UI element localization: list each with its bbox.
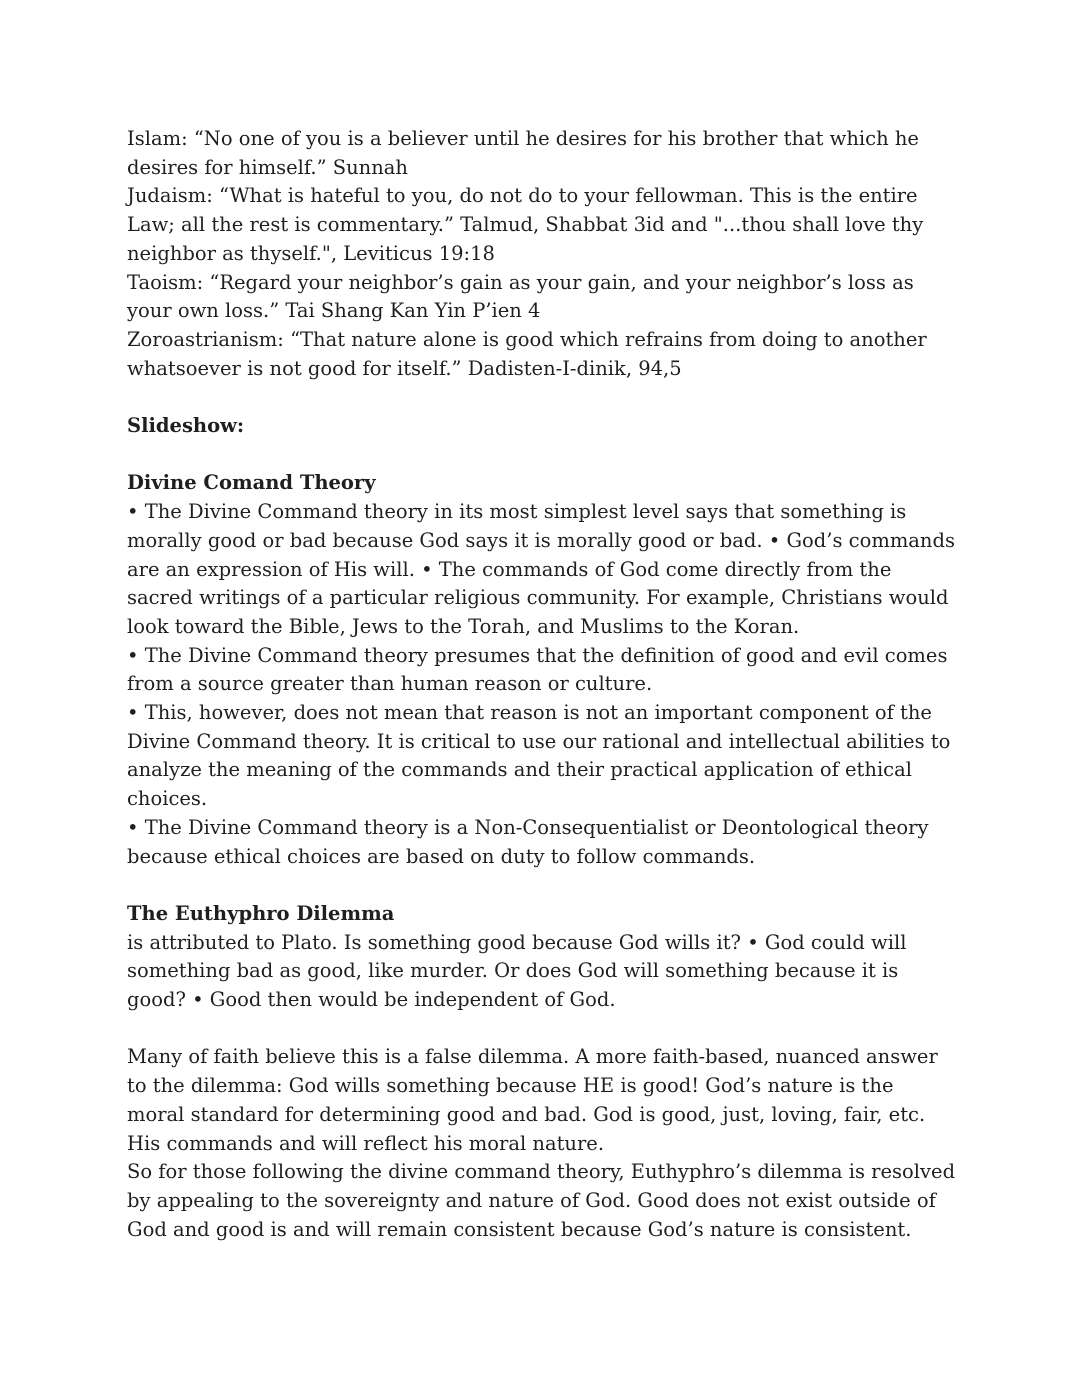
euthyphro-intro: is attributed to Plato. Is something good because God wills it? • God could will something bad as good, like murder. Or does God will something because it is good? • Good then would be independent of God. bbox=[127, 930, 907, 1012]
spacer bbox=[127, 1015, 957, 1044]
spacer bbox=[127, 383, 957, 412]
spacer bbox=[127, 871, 957, 900]
divine-command-heading: Divine Comand Theory bbox=[127, 471, 376, 495]
document-page bbox=[127, 125, 957, 1244]
quote-zoroastrianism: Zoroastrianism: “That nature alone is good which refrains from doing to another whatsoever is not good for itself.” Dadisten-I-dinik, 94,5 bbox=[127, 327, 927, 380]
quote-taoism: Taoism: “Regard your neighbor’s gain as your gain, and your neighbor’s loss as your own loss.” Tai Shang Kan Yin P’ien 4 bbox=[127, 270, 914, 323]
divine-command-paragraph: • The Divine Command theory presumes that the definition of good and evil comes from a source greater than human reason or culture. bbox=[127, 643, 948, 696]
slideshow-label: Slideshow: bbox=[127, 414, 245, 438]
euthyphro-paragraph: Many of faith believe this is a false dilemma. A more faith-based, nuanced answer to the dilemma: God wills something because HE is good! God’s nature is the moral standard for determining good and bad. God is good, just, loving, fair, etc. His commands and will reflect his moral nature. bbox=[127, 1045, 938, 1155]
quote-islam: Islam: “No one of you is a believer until he desires for his brother that which he desires for himself.” Sunnah bbox=[127, 127, 919, 179]
spacer bbox=[127, 441, 957, 470]
quote-judaism: Judaism: “What is hateful to you, do not do to your fellowman. This is the entire Law; all the rest is commentary.” Talmud, Shabbat 3id and "...thou shall love thy neighbor as thyself.", Leviticus 19:18 bbox=[127, 184, 924, 265]
divine-command-paragraph: • This, however, does not mean that reason is not an important component of the Divine Command theory. It is critical to use our rational and intellectual abilities to analyze the meaning of the commands and their practical application of ethical choices. bbox=[127, 701, 951, 811]
divine-command-paragraph: • The Divine Command theory is a Non-Consequentialist or Deontological theory because ethical choices are based on duty to follow commands. bbox=[127, 815, 929, 868]
euthyphro-paragraph: So for those following the divine command theory, Euthyphro’s dilemma is resolved by appealing to the sovereignty and nature of God. Good does not exist outside of God and good is and will remain consistent because God’s nature is consistent. bbox=[127, 1160, 956, 1241]
divine-command-paragraph: • The Divine Command theory in its most simplest level says that something is morally good or bad because God says it is morally good or bad. • God’s commands are an expression of His will. • The commands of God come directly from the sacred writings of a particular religious community. For example, Christians would look toward the Bible, Jews to the Torah, and Muslims to the Koran. bbox=[127, 500, 955, 638]
euthyphro-heading: The Euthyphro Dilemma bbox=[127, 901, 395, 925]
